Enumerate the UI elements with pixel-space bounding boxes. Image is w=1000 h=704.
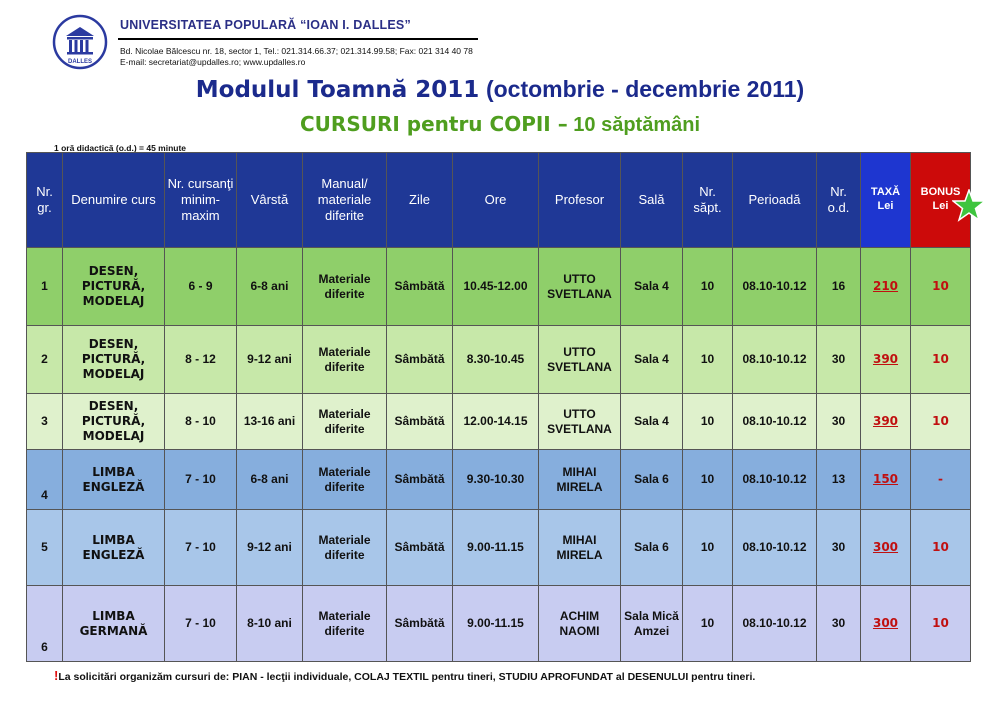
cell-teacher: UTTO SVETLANA [539,394,621,450]
cell-days: Sâmbătă [387,248,453,326]
cell-days: Sâmbătă [387,394,453,450]
cell-participants: 7 - 10 [165,586,237,662]
cell-participants: 7 - 10 [165,510,237,586]
header-bonus [911,153,971,248]
cell-weeks: 10 [683,450,733,510]
page-subtitle [0,112,1000,137]
cell-age: 8-10 ani [237,586,303,662]
cell-room: Sala 4 [621,394,683,450]
cell-materials: Materiale diferite [303,394,387,450]
exclamation-icon: ! [54,668,59,683]
title-period: (octombrie - decembrie 2011) [485,76,805,102]
cell-materials: Materiale diferite [303,586,387,662]
cell-od: 13 [817,450,861,510]
cell-days: Sâmbătă [387,586,453,662]
cell-period: 08.10-10.12 [733,394,817,450]
courses-table [26,152,971,662]
cell-weeks: 10 [683,586,733,662]
cell-course: DESEN, PICTURĂ, MODELAJ [63,326,165,394]
cell-weeks: 10 [683,326,733,394]
cell-participants: 8 - 12 [165,326,237,394]
cell-period: 08.10-10.12 [733,326,817,394]
org-email: E-mail: secretariat@updalles.ro; www.updalles.ro [120,57,306,67]
cell-age: 9-12 ani [237,326,303,394]
cell-teacher: UTTO SVETLANA [539,248,621,326]
title-main: Modulul Toamnă 2011 [195,77,480,103]
cell-weeks: 10 [683,248,733,326]
dalles-logo [52,14,108,70]
cell-period: 08.10-10.12 [733,586,817,662]
cell-bonus: - [911,450,971,510]
cell-room: Sala 6 [621,510,683,586]
cell-od: 30 [817,326,861,394]
cell-od: 30 [817,394,861,450]
table-row [27,248,971,326]
cell-age: 13-16 ani [237,394,303,450]
header-room: Sală [621,153,683,248]
cell-teacher: ACHIM NAOMI [539,586,621,662]
header-divider [118,38,478,40]
cell-weeks: 10 [683,510,733,586]
org-name: UNIVERSITATEA POPULARĂ “IOAN I. DALLES” [120,18,411,32]
table-row [27,326,971,394]
cell-fee: 300 [861,510,911,586]
cell-days: Sâmbătă [387,450,453,510]
cell-bonus: 10 [911,326,971,394]
cell-fee: 150 [861,450,911,510]
cell-bonus: 10 [911,394,971,450]
cell-nr: 5 [27,510,63,586]
header-fee: TAXĂ Lei [861,153,911,248]
cell-bonus: 10 [911,248,971,326]
cell-course: LIMBA GERMANĂ [63,586,165,662]
header-hours: Ore [453,153,539,248]
cell-fee: 210 [861,248,911,326]
cell-nr: 2 [27,326,63,394]
header-days: Zile [387,153,453,248]
cell-bonus: 10 [911,510,971,586]
cell-room: Sala 6 [621,450,683,510]
cell-age: 9-12 ani [237,510,303,586]
cell-participants: 6 - 9 [165,248,237,326]
cell-hours: 12.00-14.15 [453,394,539,450]
header-materials: Manual/ materiale diferite [303,153,387,248]
header-age: Vârstă [237,153,303,248]
header-weeks: Nr. săpt. [683,153,733,248]
cell-nr: 1 [27,248,63,326]
cell-period: 08.10-10.12 [733,510,817,586]
header-period: Perioadă [733,153,817,248]
cell-hours: 10.45-12.00 [453,248,539,326]
footer-note [54,668,755,683]
table-row [27,586,971,662]
cell-course: DESEN, PICTURĂ, MODELAJ [63,394,165,450]
cell-days: Sâmbătă [387,510,453,586]
cell-participants: 8 - 10 [165,394,237,450]
logo-text: DALLES [68,59,92,65]
cell-age: 6-8 ani [237,248,303,326]
cell-period: 08.10-10.12 [733,248,817,326]
header-course: Denumire curs [63,153,165,248]
cell-nr: 4 [27,450,63,510]
header-bonus-label: BONUS Lei [920,186,961,212]
cell-hours: 9.30-10.30 [453,450,539,510]
cell-od: 30 [817,586,861,662]
subtitle-main: CURSURI pentru COPII – [300,112,568,136]
cell-age: 6-8 ani [237,450,303,510]
cell-room: Sala 4 [621,248,683,326]
header-od: Nr. o.d. [817,153,861,248]
cell-fee: 300 [861,586,911,662]
header-teacher: Profesor [539,153,621,248]
cell-materials: Materiale diferite [303,510,387,586]
cell-nr: 6 [27,586,63,662]
cell-fee: 390 [861,394,911,450]
cell-weeks: 10 [683,394,733,450]
cell-days: Sâmbătă [387,326,453,394]
didactic-hour-note: 1 oră didactică (o.d.) = 45 minute [54,143,187,153]
cell-teacher: MIHAI MIRELA [539,450,621,510]
star-icon [952,189,986,223]
cell-nr: 3 [27,394,63,450]
table-row [27,510,971,586]
page-title [0,76,1000,104]
cell-materials: Materiale diferite [303,450,387,510]
cell-od: 30 [817,510,861,586]
cell-hours: 9.00-11.15 [453,510,539,586]
subtitle-weeks: 10 săptămâni [573,114,700,136]
cell-materials: Materiale diferite [303,248,387,326]
cell-hours: 8.30-10.45 [453,326,539,394]
cell-course: LIMBA ENGLEZĂ [63,450,165,510]
cell-materials: Materiale diferite [303,326,387,394]
cell-room: Sala 4 [621,326,683,394]
table-row [27,394,971,450]
table-row [27,450,971,510]
cell-bonus: 10 [911,586,971,662]
cell-fee: 390 [861,326,911,394]
cell-period: 08.10-10.12 [733,450,817,510]
footer-text: La solicitări organizăm cursuri de: PIAN - lecţii individuale, COLAJ TEXTIL pentru tineri, STUDIU APROFUNDAT al DESENULUI pentru tineri. [58,671,756,683]
cell-teacher: MIHAI MIRELA [539,510,621,586]
cell-participants: 7 - 10 [165,450,237,510]
org-address: Bd. Nicolae Bălcescu nr. 18, sector 1, Tel.: 021.314.66.37; 021.314.99.58; Fax: 021 314 40 78 [120,46,473,56]
header-nr-gr: Nr. gr. [27,153,63,248]
cell-course: DESEN, PICTURĂ, MODELAJ [63,248,165,326]
cell-course: LIMBA ENGLEZĂ [63,510,165,586]
cell-od: 16 [817,248,861,326]
header-participants: Nr. cursanţi minim-maxim [165,153,237,248]
cell-teacher: UTTO SVETLANA [539,326,621,394]
table-header-row [27,153,971,248]
cell-hours: 9.00-11.15 [453,586,539,662]
cell-room: Sala Mică Amzei [621,586,683,662]
